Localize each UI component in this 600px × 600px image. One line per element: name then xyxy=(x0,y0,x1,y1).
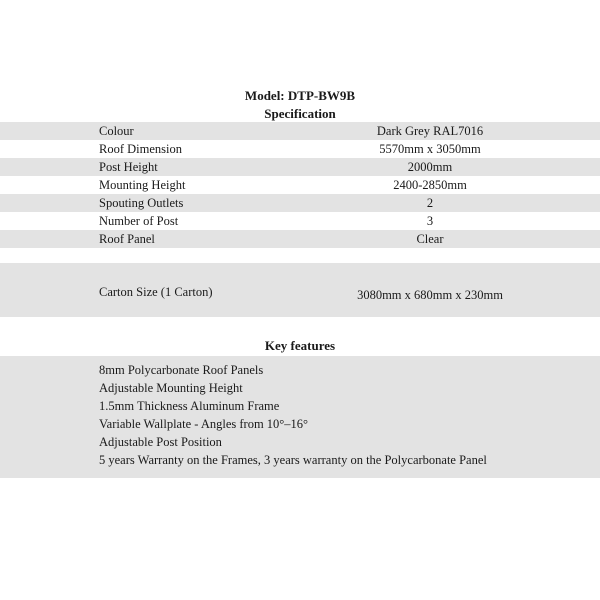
spec-value: 2 xyxy=(426,195,434,210)
spec-row-colour xyxy=(0,122,600,140)
spec-value: 3 xyxy=(426,213,434,228)
spec-label: Post Height xyxy=(99,159,158,174)
spec-value: Dark Grey RAL7016 xyxy=(376,123,484,138)
spec-row-roof-panel xyxy=(0,230,600,248)
spec-label: Roof Panel xyxy=(99,231,155,246)
spec-row-post-height xyxy=(0,158,600,176)
key-feature-item: Adjustable Mounting Height xyxy=(99,381,243,395)
spec-value: 5570mm x 3050mm xyxy=(379,141,481,156)
spec-label: Colour xyxy=(99,123,134,138)
key-feature-item: 8mm Polycarbonate Roof Panels xyxy=(99,363,264,377)
spec-label: Roof Dimension xyxy=(99,141,182,156)
key-feature-item: Variable Wallplate - Angles from 10°–16° xyxy=(99,417,309,431)
spec-row-spouting-outlets xyxy=(0,194,600,212)
model-title: Model: DTP-BW9B xyxy=(244,88,356,103)
key-feature-item: 1.5mm Thickness Aluminum Frame xyxy=(99,399,280,413)
spec-label: Mounting Height xyxy=(99,177,186,192)
spec-table xyxy=(0,122,600,248)
spec-label: Spouting Outlets xyxy=(99,195,184,210)
spec-value: 2000mm xyxy=(407,159,453,174)
specification-title: Specification xyxy=(264,106,336,121)
carton-size-value: 3080mm x 680mm x 230mm xyxy=(357,288,503,302)
spec-row-roof-dimension xyxy=(0,140,600,158)
carton-size-label: Carton Size (1 Carton) xyxy=(99,285,213,299)
key-features-panel xyxy=(0,356,600,478)
spec-label: Number of Post xyxy=(99,213,179,228)
spec-row-mounting-height xyxy=(0,176,600,194)
carton-size-row xyxy=(0,263,600,317)
spec-value: Clear xyxy=(416,231,444,246)
key-feature-item: 5 years Warranty on the Frames, 3 years warranty on the Polycarbonate Panel xyxy=(99,453,487,467)
spec-row-number-of-post xyxy=(0,212,600,230)
key-features-title: Key features xyxy=(264,338,336,353)
key-features-list xyxy=(0,356,600,469)
spec-value: 2400-2850mm xyxy=(393,177,467,192)
key-feature-item: Adjustable Post Position xyxy=(99,435,222,449)
